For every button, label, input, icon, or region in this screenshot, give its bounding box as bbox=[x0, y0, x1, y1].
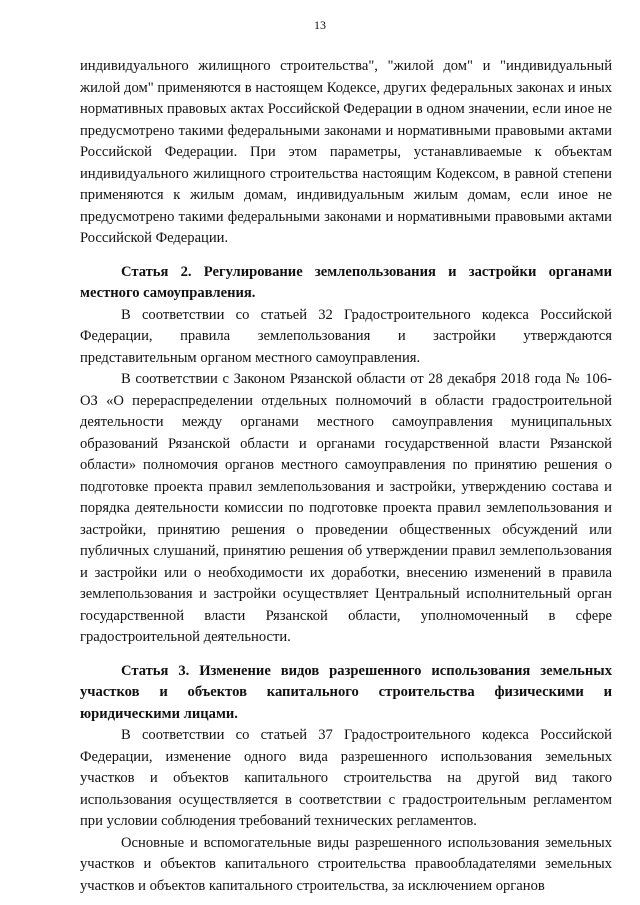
article-2-heading: Статья 2. Регулирование землепользования и застройки органами местного самоуправления. bbox=[80, 263, 612, 301]
article-3-paragraph-1: В соответствии со статьей 37 Градостроительного кодекса Российской Федерации, изменение одного вида разрешенного использования земельных участков и объектов капитального строительства на другой вид такого использования осуществляется в соответствии с градостроительным регламентом при условии соблюдения требований технических регламентов. bbox=[80, 727, 612, 829]
article-2-paragraph-1: В соответствии со статьей 32 Градостроительного кодекса Российской Федерации, правила землепользования и застройки утверждаются представительным органом местного самоуправления. bbox=[80, 306, 612, 366]
article-2-paragraph-2: В соответствии с Законом Рязанской области от 28 декабря 2018 года № 106-ОЗ «О перераспределении отдельных полномочий в области градостроительной деятельности между органами местного самоуправления муниципальных образований Рязанской области и органами государственной власти Рязанской области» полномочия органов местного самоуправления по принятию решения о подготовке проекта правил землепользования и застройки, утверждению состава и порядка деятельности комиссии по подготовке проекта правил землепользования и застройки, принятию решения о проведении общественных обсуждений или публичных слушаний, принятию решения об утверждении правил землепользования и застройки или о необходимости их доработки, внесению изменений в правила землепользования и застройки осуществляет Центральный исполнительный орган государственной власти Рязанской области, уполномоченный в сфере градостроительной деятельности. bbox=[80, 371, 612, 645]
article-3-paragraph-2: Основные и вспомогательные виды разрешенного использования земельных участков и объектов капитального строительства правообладателями земельных участков и объектов капитального строительства, за исключением органов bbox=[80, 834, 612, 894]
paragraph-continuation: индивидуального жилищного строительства", "жилой дом" и "индивидуальный жилой дом" применяются в настоящем Кодексе, других федеральных законах и иных нормативных правовых актах Российской Федерации в одном значении, если иное не предусмотрено такими федеральными законами и нормативными правовыми актами Российской Федерации. При этом параметры, устанавливаемые к объектам индивидуального жилищного строительства настоящим Кодексом, в равной степени применяются к жилым домам, индивидуальным жилым домам, если иное не предусмотрено такими федеральными законами и нормативными правовыми актами Российской Федерации. bbox=[80, 58, 612, 246]
document-body bbox=[80, 56, 612, 897]
article-3-heading: Статья 3. Изменение видов разрешенного использования земельных участков и объектов капитального строительства физическими и юридическими лицами. bbox=[80, 662, 612, 722]
page-number: 13 bbox=[314, 18, 326, 32]
